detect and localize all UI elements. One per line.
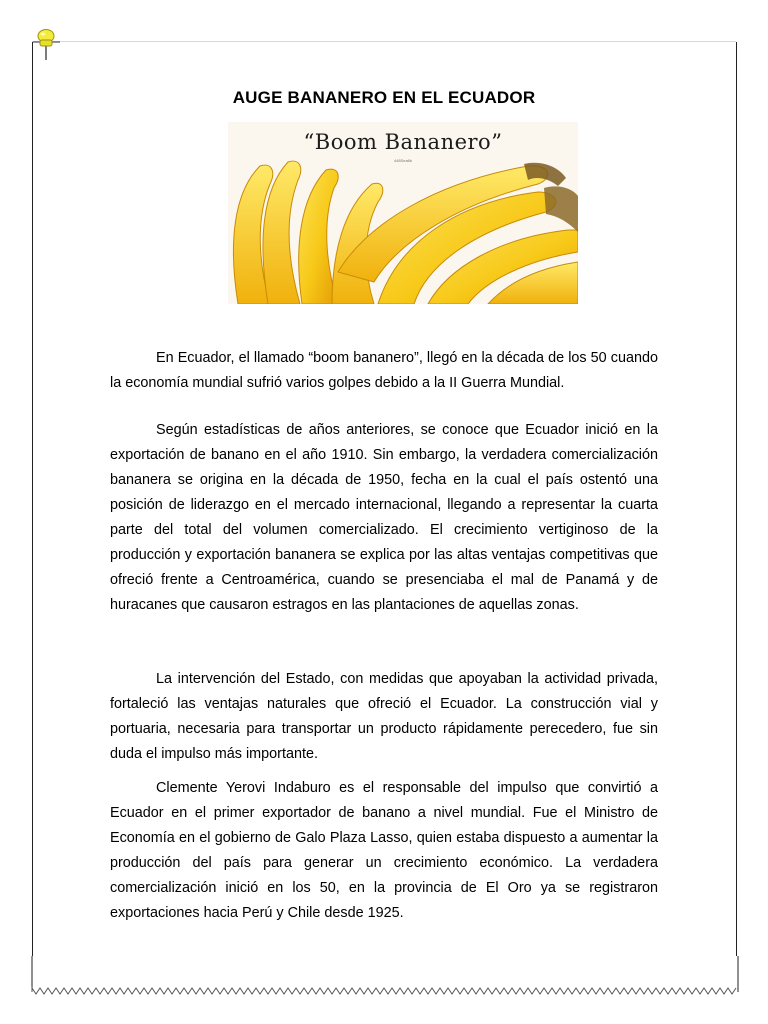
banner-title: “Boom Bananero” [303,130,503,154]
paragraph-2: Según estadísticas de años anteriores, se conoce que Ecuador inició en la exportación de banano en el año 1910. Sin embargo, la verdadera comercialización bananera se origina en la década de 1950, fecha en la cual el país ostentó una posición de liderazgo en el mercado internacional, llegando a representar la cuarta parte del total del volumen comercializado. El crecimiento vertiginoso de la producción y exportación bananera se explica por las altas ventajas competitivas que ofreció frente a Centroamérica, cuando se presenciaba el mal de Panamá y de huracanes que causaron estragos en las plantaciones de aquellas zonas. [110,422,658,613]
banner-subtitle: 448Sea6b [393,158,413,163]
paragraph-4: Clemente Yerovi Indaburo es el responsable del impulso que convirtió a Ecuador en el primer exportador de banano a nivel mundial. Fue el Ministro de Economía en el gobierno de Galo Plaza Lasso, quien estaba dispuesto a aumentar la producción del país para generar un crecimiento económico. La verdadera comercialización inició en los 50, en la provincia de El Oro ya se registraron exportaciones hacia Perú y Chile desde 1925. [110,780,658,921]
paragraph-1: En Ecuador, el llamado “boom bananero”, llegó en la década de los 50 cuando la economía mundial sufrió varios golpes debido a la II Guerra Mundial. [110,350,658,391]
page-top-edge [32,41,736,42]
banana-banner-image [228,122,578,304]
pushpin-icon [28,26,64,66]
document-title: AUGE BANANERO EN EL ECUADOR [232,88,536,107]
page-right-edge [736,42,737,956]
page-torn-bottom-edge [30,954,740,1004]
page-left-edge [32,42,33,956]
paragraph-3: La intervención del Estado, con medidas que apoyaban la actividad privada, fortaleció las ventajas naturales que ofreció el Ecuador. La construcción vial y portuaria, necesaria para transportar un producto rápidamente perecedero, fue sin duda el impulso más importante. [110,671,658,762]
